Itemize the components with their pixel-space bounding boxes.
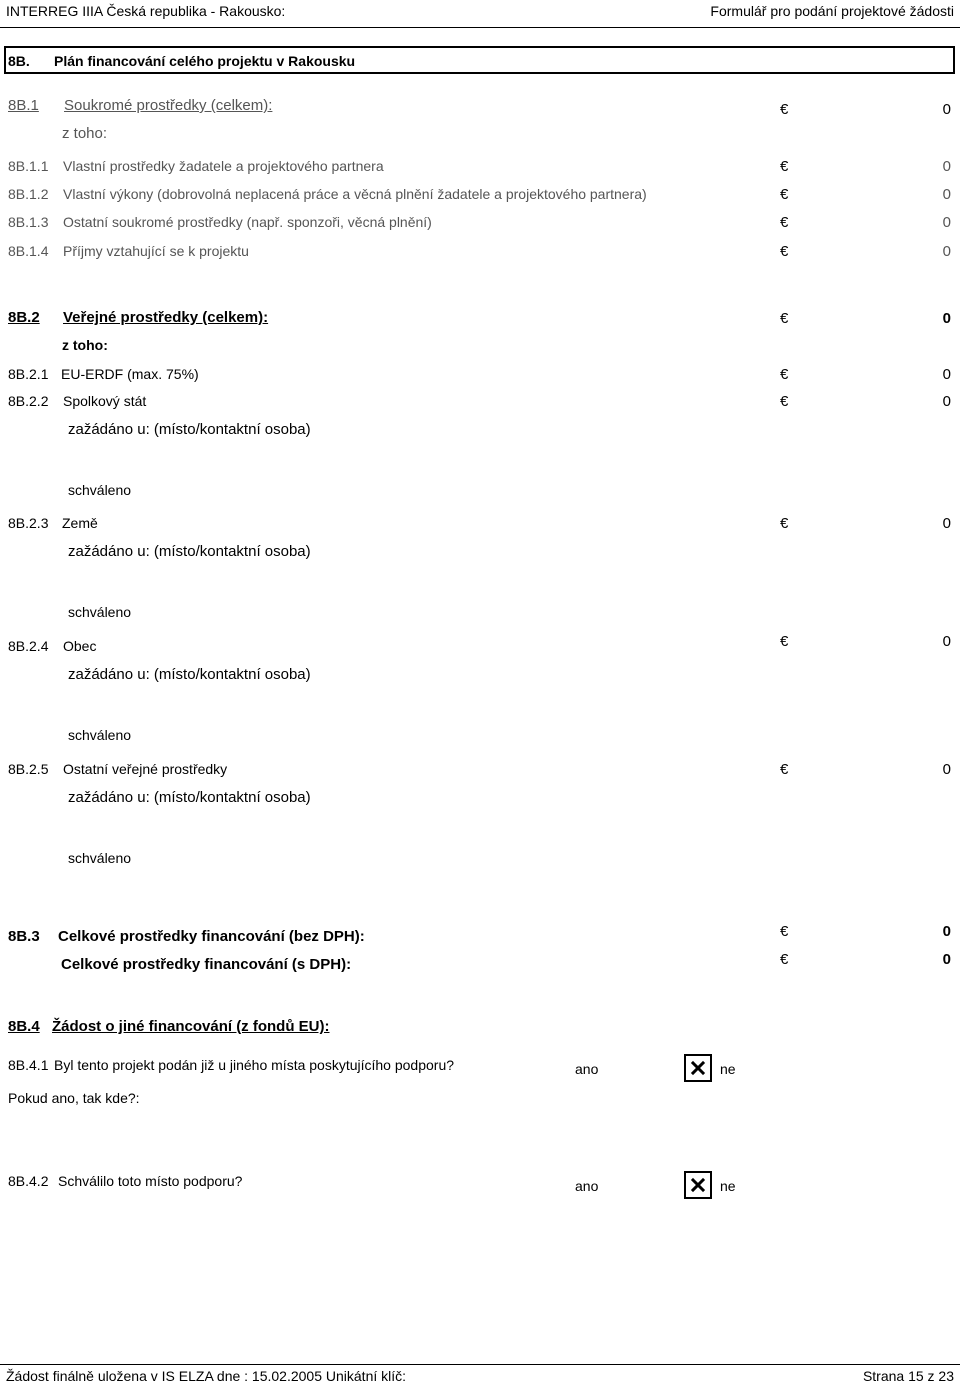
x-mark-icon bbox=[690, 1177, 706, 1193]
euro-sign: € bbox=[780, 214, 789, 231]
s82-title: Veřejné prostředky (celkem): bbox=[63, 309, 269, 326]
s82-item-label: Spolkový stát bbox=[63, 393, 147, 409]
erdf-amount: 0 bbox=[942, 366, 951, 383]
s81-item-amount: 0 bbox=[942, 214, 951, 231]
s82-number: 8B.2 bbox=[8, 309, 40, 326]
requested-label: zažádáno u: (místo/kontaktní osoba) bbox=[68, 666, 311, 683]
q2-text: Schválilo toto místo podporu? bbox=[58, 1173, 243, 1189]
approved-label: schváleno bbox=[68, 850, 132, 866]
header-left: INTERREG IIIA Česká republika - Rakousko: bbox=[6, 3, 286, 19]
q2-checkbox[interactable] bbox=[684, 1171, 712, 1199]
total-excl-vat-label: Celkové prostředky financování (bez DPH): bbox=[58, 928, 365, 945]
requested-label: zažádáno u: (místo/kontaktní osoba) bbox=[68, 789, 311, 806]
s82-amount: 0 bbox=[942, 310, 951, 327]
euro-sign: € bbox=[780, 158, 789, 175]
where-label: Pokud ano, tak kde?: bbox=[8, 1090, 140, 1106]
s82-item-amount: 0 bbox=[942, 633, 951, 650]
s81-item-amount: 0 bbox=[942, 158, 951, 175]
s82-item-label: Obec bbox=[63, 638, 97, 654]
s81-euro-sign: € bbox=[780, 101, 789, 118]
euro-sign: € bbox=[780, 393, 789, 410]
q2-number: 8B.4.2 bbox=[8, 1173, 49, 1189]
euro-sign: € bbox=[780, 515, 789, 532]
q1-no-label[interactable]: ne bbox=[720, 1061, 736, 1077]
euro-sign: € bbox=[780, 366, 789, 383]
erdf-number: 8B.2.1 bbox=[8, 366, 49, 382]
s81-item-amount: 0 bbox=[942, 243, 951, 260]
euro-sign: € bbox=[780, 633, 789, 650]
approved-label: schváleno bbox=[68, 727, 132, 743]
q1-checkbox[interactable] bbox=[684, 1054, 712, 1082]
q1-number: 8B.4.1 bbox=[8, 1057, 49, 1073]
total-incl-vat-amount: 0 bbox=[942, 951, 951, 968]
euro-sign: € bbox=[780, 243, 789, 260]
s83-number: 8B.3 bbox=[8, 928, 40, 945]
s81-item-number: 8B.1.1 bbox=[8, 158, 49, 174]
s82-sub-label: z toho: bbox=[62, 337, 108, 353]
header-right: Formulář pro podání projektové žádosti bbox=[710, 3, 954, 19]
approved-label: schváleno bbox=[68, 482, 132, 498]
s81-item-number: 8B.1.2 bbox=[8, 186, 49, 202]
s82-item-number: 8B.2.3 bbox=[8, 515, 49, 531]
q2-no-label[interactable]: ne bbox=[720, 1178, 736, 1194]
requested-label: zažádáno u: (místo/kontaktní osoba) bbox=[68, 543, 311, 560]
s82-euro-sign: € bbox=[780, 310, 789, 327]
euro-sign: € bbox=[780, 186, 789, 203]
s81-item-label: Příjmy vztahující se k projektu bbox=[63, 243, 249, 259]
s82-item-amount: 0 bbox=[942, 393, 951, 410]
erdf-label: EU-ERDF (max. 75%) bbox=[61, 366, 199, 382]
s81-item-number: 8B.1.4 bbox=[8, 243, 49, 259]
total-excl-vat-amount: 0 bbox=[942, 923, 951, 940]
euro-sign: € bbox=[780, 923, 789, 940]
requested-label: zažádáno u: (místo/kontaktní osoba) bbox=[68, 421, 311, 438]
q1-text: Byl tento projekt podán již u jiného místa poskytujícího podporu? bbox=[54, 1057, 455, 1073]
s81-number: 8B.1 bbox=[8, 97, 39, 114]
footer-right: Strana 15 z 23 bbox=[862, 1368, 954, 1384]
s81-item-label: Vlastní prostředky žadatele a projektového partnera bbox=[63, 158, 384, 174]
header-divider bbox=[0, 27, 960, 28]
s82-item-number: 8B.2.4 bbox=[8, 638, 49, 654]
approved-label: schváleno bbox=[68, 604, 132, 620]
euro-sign: € bbox=[780, 761, 789, 778]
s81-item-label: Vlastní výkony (dobrovolná neplacená práce a věcná plnění žadatele a projektového partnera) bbox=[63, 186, 647, 202]
section-title: Plán financování celého projektu v Rakousku bbox=[54, 53, 356, 69]
s81-item-amount: 0 bbox=[942, 186, 951, 203]
s81-amount: 0 bbox=[942, 101, 951, 118]
s81-title: Soukromé prostředky (celkem): bbox=[64, 97, 273, 114]
total-incl-vat-label: Celkové prostředky financování (s DPH): bbox=[61, 956, 352, 973]
s82-item-number: 8B.2.2 bbox=[8, 393, 49, 409]
q1-yes-label[interactable]: ano bbox=[575, 1061, 599, 1077]
s84-number: 8B.4 bbox=[8, 1018, 40, 1035]
s81-item-label: Ostatní soukromé prostředky (např. sponzoři, věcná plnění) bbox=[63, 214, 432, 230]
s81-item-number: 8B.1.3 bbox=[8, 214, 49, 230]
footer-divider bbox=[0, 1364, 960, 1365]
euro-sign: € bbox=[780, 951, 789, 968]
s82-item-number: 8B.2.5 bbox=[8, 761, 49, 777]
x-mark-icon bbox=[690, 1060, 706, 1076]
q2-yes-label[interactable]: ano bbox=[575, 1178, 599, 1194]
s84-title: Žádost o jiné financování (z fondů EU): bbox=[52, 1018, 330, 1035]
s82-item-amount: 0 bbox=[942, 515, 951, 532]
s82-item-label: Země bbox=[62, 515, 98, 531]
s82-item-label: Ostatní veřejné prostředky bbox=[63, 761, 228, 777]
s82-item-amount: 0 bbox=[942, 761, 951, 778]
s81-sub-label: z toho: bbox=[62, 125, 108, 142]
footer-left: Žádost finálně uložena v IS ELZA dne : 15.02.2005 Unikátní klíč: bbox=[6, 1368, 407, 1384]
section-number: 8B. bbox=[8, 53, 30, 69]
